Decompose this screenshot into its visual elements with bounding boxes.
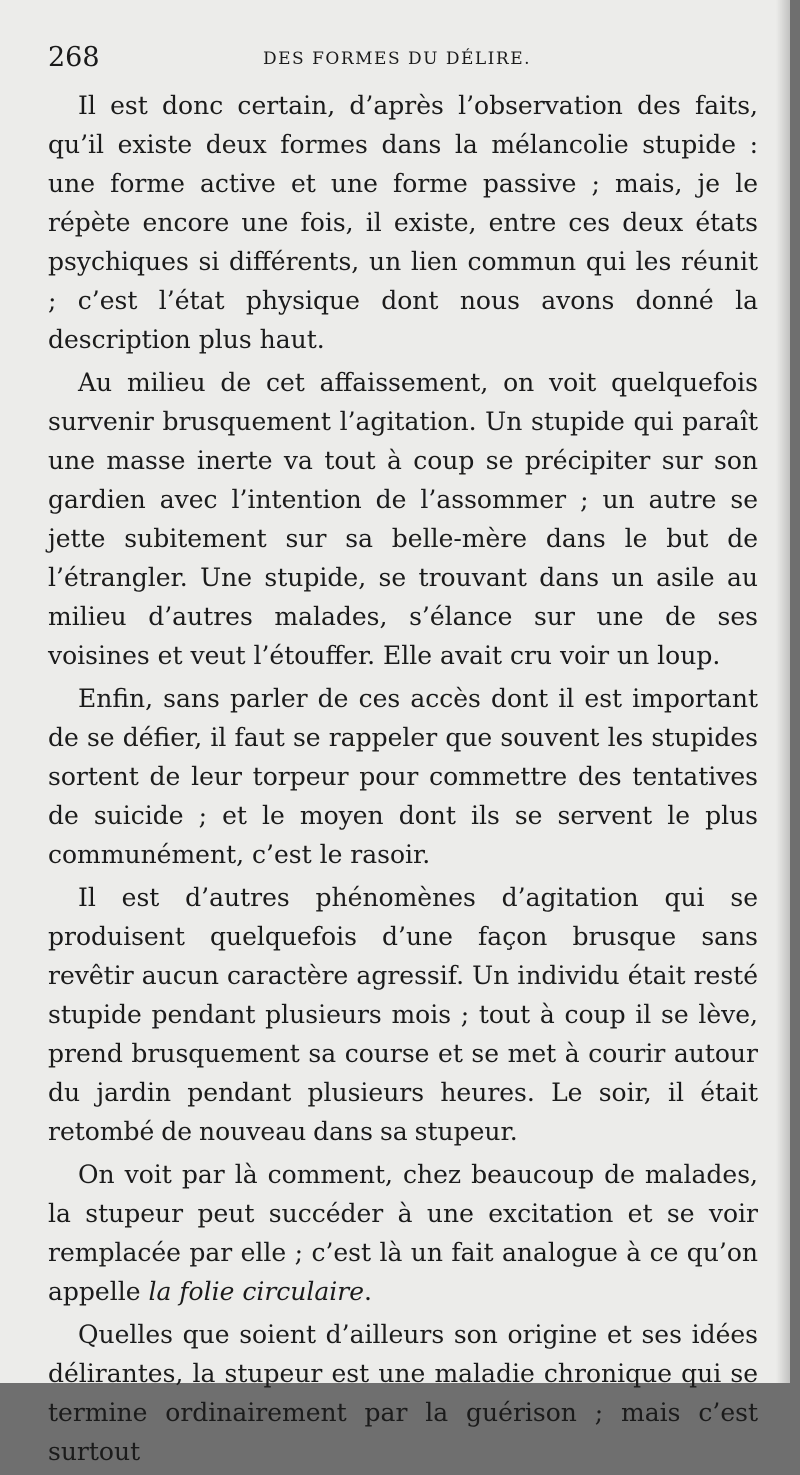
italic-term: la folie circulaire — [148, 1277, 365, 1306]
page-header — [48, 40, 758, 76]
paragraph: Il est donc certain, d’après l’observation des faits, qu’il existe deux formes dans la mélancolie stupide : une forme active et une forme passive ; mais, je le répète encore une fois, il existe, entre ces deux états psychiques si différents, un lien commun qui les réunit ; c’est l’état physique dont nous avons donné la description plus haut. — [48, 91, 758, 354]
paragraph — [48, 1155, 758, 1311]
body-text — [48, 86, 758, 1475]
page-number: 268 — [48, 42, 100, 73]
paragraph: Il est d’autres phénomènes d’agitation qui se produisent quelquefois d’une façon brusque sans revêtir aucun caractère agressif. Un individu était resté stupide pendant plusieurs mois ; tout à coup il se lève, prend brusquement sa course et se met à courir autour du jardin pendant plusieurs heures. Le soir, il était retombé de nouveau dans sa stupeur. — [48, 883, 758, 1146]
paragraph-text-end: . — [364, 1277, 372, 1306]
paragraph-text: On voit par là comment, chez beaucoup de malades, la stupeur peut succéder à une excitation et se voir remplacée par elle ; c’est là un fait analogue à ce qu’on appelle — [48, 1160, 758, 1306]
paragraph: Enfin, sans parler de ces accès dont il est important de se défier, il faut se rappeler que souvent les stupides sortent de leur torpeur pour commettre des tentatives de suicide ; et le moyen dont ils se servent le plus communément, c’est le rasoir. — [48, 684, 758, 869]
paragraph: Quelles que soient d’ailleurs son origine et ses idées délirantes, la stupeur est une maladie chronique qui se termine ordinairement par la guérison ; mais c’est surtout — [48, 1320, 758, 1466]
paragraph: Au milieu de cet affaissement, on voit quelquefois survenir brusquement l’agitation. Un stupide qui paraît une masse inerte va tout à coup se précipiter sur son gardien avec l’intention de l’assommer ; un autre se jette subitement sur sa belle-mère dans le but de l’étrangler. Une stupide, se trouvant dans un asile au milieu d’autres malades, s’élance sur une de ses voisines et veut l’étouffer. Elle avait cru voir un loup. — [48, 368, 758, 670]
running-head: DES FORMES DU DÉLIRE. — [263, 49, 532, 69]
